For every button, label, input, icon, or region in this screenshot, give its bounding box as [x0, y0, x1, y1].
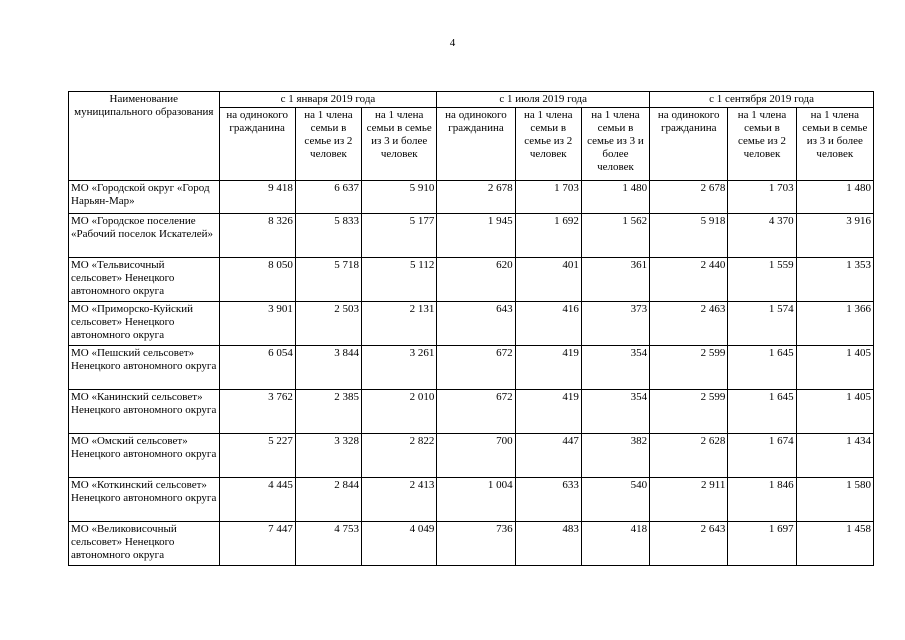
value-cell: 373: [581, 302, 649, 346]
value-cell: 354: [581, 346, 649, 390]
value-cell: 5 177: [362, 214, 437, 258]
table-row: [69, 478, 874, 522]
municipality-name-cell: МО «Пешский сельсовет» Ненецкого автономного округа: [69, 346, 220, 390]
value-cell: 2 822: [362, 434, 437, 478]
municipality-name-cell: МО «Городской округ «Город Нарьян-Мар»: [69, 181, 220, 214]
subheader-single: на одинокого гражданина: [219, 108, 295, 181]
value-cell: 3 261: [362, 346, 437, 390]
subheader-family-3plus: на 1 члена семьи в семье из 3 и более человек: [362, 108, 437, 181]
table-row: [69, 258, 874, 302]
value-cell: 672: [437, 346, 515, 390]
period-header-january: с 1 января 2019 года: [219, 92, 437, 108]
value-cell: 8 050: [219, 258, 295, 302]
value-cell: 483: [515, 522, 581, 566]
value-cell: 1 434: [796, 434, 873, 478]
value-cell: 7 447: [219, 522, 295, 566]
value-cell: 1 697: [728, 522, 796, 566]
value-cell: 1 480: [581, 181, 649, 214]
value-cell: 620: [437, 258, 515, 302]
municipality-name-cell: МО «Омский сельсовет» Ненецкого автономного округа: [69, 434, 220, 478]
value-cell: 5 718: [295, 258, 361, 302]
value-cell: 1 004: [437, 478, 515, 522]
value-cell: 1 458: [796, 522, 873, 566]
subheader-family-2: на 1 члена семьи в семье из 2 человек: [728, 108, 796, 181]
table-row: [69, 390, 874, 434]
value-cell: 5 227: [219, 434, 295, 478]
value-cell: 419: [515, 346, 581, 390]
value-cell: 5 910: [362, 181, 437, 214]
subheader-family-2: на 1 члена семьи в семье из 2 человек: [515, 108, 581, 181]
table-row: [69, 214, 874, 258]
value-cell: 1 480: [796, 181, 873, 214]
value-cell: 2 678: [650, 181, 728, 214]
page-number: 4: [449, 37, 456, 49]
municipality-name-cell: МО «Тельвисочный сельсовет» Ненецкого автономного округа: [69, 258, 220, 302]
value-cell: 3 844: [295, 346, 361, 390]
value-cell: 5 833: [295, 214, 361, 258]
municipality-name-cell: МО «Канинский сельсовет» Ненецкого автономного округа: [69, 390, 220, 434]
value-cell: 2 911: [650, 478, 728, 522]
name-column-header: Наименование муниципального образования: [69, 92, 220, 181]
value-cell: 6 637: [295, 181, 361, 214]
value-cell: 1 645: [728, 346, 796, 390]
value-cell: 2 678: [437, 181, 515, 214]
subheader-single: на одинокого гражданина: [437, 108, 515, 181]
value-cell: 643: [437, 302, 515, 346]
value-cell: 5 112: [362, 258, 437, 302]
municipality-name-cell: МО «Коткинский сельсовет» Ненецкого автономного округа: [69, 478, 220, 522]
value-cell: 2 413: [362, 478, 437, 522]
value-cell: 2 628: [650, 434, 728, 478]
value-cell: 2 385: [295, 390, 361, 434]
subheader-family-2: на 1 члена семьи в семье из 2 человек: [295, 108, 361, 181]
value-cell: 2 463: [650, 302, 728, 346]
value-cell: 2 503: [295, 302, 361, 346]
value-cell: 419: [515, 390, 581, 434]
value-cell: 4 753: [295, 522, 361, 566]
value-cell: 3 762: [219, 390, 295, 434]
subheader-family-3plus: на 1 члена семьи в семье из 3 и более человек: [581, 108, 649, 181]
value-cell: 416: [515, 302, 581, 346]
table-row: [69, 434, 874, 478]
municipality-name-cell: МО «Великовисочный сельсовет» Ненецкого автономного округа: [69, 522, 220, 566]
table-row: [69, 522, 874, 566]
value-cell: 6 054: [219, 346, 295, 390]
value-cell: 4 370: [728, 214, 796, 258]
value-cell: 5 918: [650, 214, 728, 258]
municipality-name-cell: МО «Приморско-Куйский сельсовет» Ненецкого автономного округа: [69, 302, 220, 346]
value-cell: 1 945: [437, 214, 515, 258]
value-cell: 1 674: [728, 434, 796, 478]
value-cell: 9 418: [219, 181, 295, 214]
value-cell: 3 901: [219, 302, 295, 346]
value-cell: 4 049: [362, 522, 437, 566]
value-cell: 3 916: [796, 214, 873, 258]
table-row: [69, 346, 874, 390]
value-cell: 401: [515, 258, 581, 302]
value-cell: 1 580: [796, 478, 873, 522]
value-cell: 1 692: [515, 214, 581, 258]
value-cell: 1 366: [796, 302, 873, 346]
value-cell: 447: [515, 434, 581, 478]
value-cell: 540: [581, 478, 649, 522]
value-cell: 2 010: [362, 390, 437, 434]
value-cell: 4 445: [219, 478, 295, 522]
value-cell: 2 844: [295, 478, 361, 522]
value-cell: 633: [515, 478, 581, 522]
value-cell: 736: [437, 522, 515, 566]
value-cell: 1 353: [796, 258, 873, 302]
municipality-name-cell: МО «Городское поселение «Рабочий поселок Искателей»: [69, 214, 220, 258]
value-cell: 1 562: [581, 214, 649, 258]
value-cell: 2 599: [650, 346, 728, 390]
period-header-september: с 1 сентября 2019 года: [650, 92, 874, 108]
value-cell: 3 328: [295, 434, 361, 478]
value-cell: 2 440: [650, 258, 728, 302]
value-cell: 2 131: [362, 302, 437, 346]
value-cell: 8 326: [219, 214, 295, 258]
table-row: [69, 181, 874, 214]
value-cell: 2 643: [650, 522, 728, 566]
value-cell: 672: [437, 390, 515, 434]
value-cell: 1 846: [728, 478, 796, 522]
value-cell: 2 599: [650, 390, 728, 434]
value-cell: 1 559: [728, 258, 796, 302]
value-cell: 1 405: [796, 390, 873, 434]
value-cell: 361: [581, 258, 649, 302]
value-cell: 354: [581, 390, 649, 434]
period-header-july: с 1 июля 2019 года: [437, 92, 650, 108]
value-cell: 700: [437, 434, 515, 478]
subheader-single: на одинокого гражданина: [650, 108, 728, 181]
table-body: [69, 181, 874, 566]
value-cell: 418: [581, 522, 649, 566]
subheader-family-3plus: на 1 члена семьи в семье из 3 и более человек: [796, 108, 873, 181]
subsistence-minimum-table: [68, 91, 874, 566]
table-row: [69, 302, 874, 346]
value-cell: 1 703: [515, 181, 581, 214]
value-cell: 1 405: [796, 346, 873, 390]
value-cell: 382: [581, 434, 649, 478]
value-cell: 1 645: [728, 390, 796, 434]
value-cell: 1 703: [728, 181, 796, 214]
value-cell: 1 574: [728, 302, 796, 346]
